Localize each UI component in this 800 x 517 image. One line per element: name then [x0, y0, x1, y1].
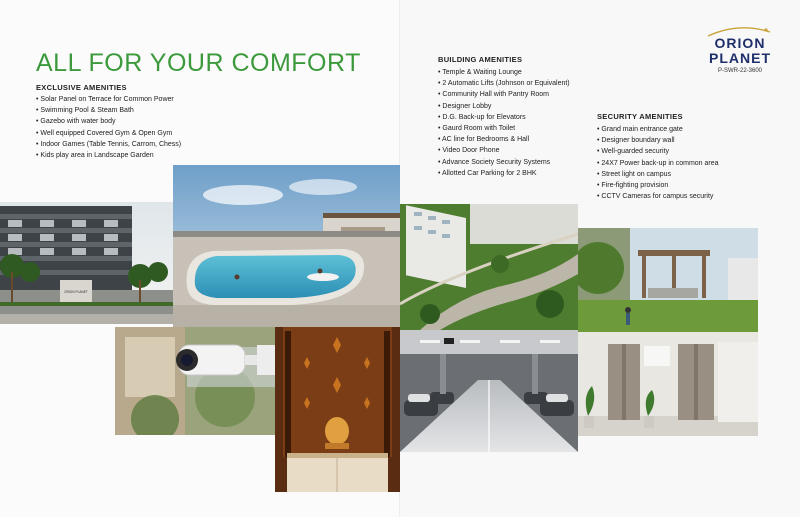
list-item: • Temple & Waiting Lounge — [438, 67, 570, 78]
list-item: • Video Door Phone — [438, 145, 570, 156]
security-amenities-title: SECURITY AMENITIES — [597, 112, 683, 121]
list-item: • Designer Lobby — [438, 101, 570, 112]
aerial-landscape-photo — [400, 204, 578, 330]
list-item: • Indoor Games (Table Tennis, Carrom, Chess) — [36, 139, 181, 150]
headline: ALL FOR YOUR COMFORT — [36, 49, 361, 77]
building-amenities-title: BUILDING AMENITIES — [438, 55, 523, 64]
logo-arc-icon — [704, 24, 774, 38]
logo-line-2: PLANET — [709, 50, 771, 66]
list-item: • Grand main entrance gate — [597, 124, 719, 135]
parking-photo — [400, 330, 578, 452]
list-item: • AC line for Bedrooms & Hall — [438, 134, 570, 145]
list-item: • Solar Panel on Terrace for Common Power — [36, 94, 181, 105]
list-item: • Well-guarded security — [597, 146, 719, 157]
security-amenities-list — [597, 124, 719, 202]
list-item: • 2 Automatic Lifts (Johnson or Equivalent) — [438, 78, 570, 89]
lift-lobby-photo — [578, 332, 758, 436]
list-item: • Advance Society Security Systems — [438, 157, 570, 168]
registration-number: P-SWR-22-3600 — [717, 68, 762, 74]
list-item: • Well equipped Covered Gym & Open Gym — [36, 128, 181, 139]
brand-logo — [700, 28, 780, 74]
list-item: • Swimming Pool & Steam Bath — [36, 105, 181, 116]
list-item: • D.G. Back-up for Elevators — [438, 112, 570, 123]
list-item: • Street light on campus — [597, 169, 719, 180]
gazebo-photo — [578, 228, 758, 332]
exclusive-amenities-list — [36, 94, 181, 161]
list-item: • Kids play area in Landscape Garden — [36, 150, 181, 161]
list-item: • Gazebo with water body — [36, 116, 181, 127]
exclusive-amenities-title: EXCLUSIVE AMENITIES — [36, 83, 127, 92]
list-item: • CCTV Cameras for campus security — [597, 191, 719, 202]
logo-line-1: ORION — [714, 35, 766, 51]
list-item: • Fire-fighting provision — [597, 180, 719, 191]
list-item: • Allotted Car Parking for 2 BHK — [438, 168, 570, 179]
building-sign-text: ORION PLANET — [64, 290, 88, 294]
temple-photo — [275, 327, 400, 492]
swimming-pool-photo — [173, 165, 400, 327]
building-amenities-list — [438, 67, 570, 179]
cctv-camera-photo — [115, 327, 275, 435]
building-exterior-photo — [0, 202, 175, 324]
list-item: • Designer boundary wall — [597, 135, 719, 146]
list-item: • Community Hall with Pantry Room — [438, 89, 570, 100]
list-item: • Gaurd Room with Toilet — [438, 123, 570, 134]
list-item: • 24X7 Power back-up in common area — [597, 158, 719, 169]
